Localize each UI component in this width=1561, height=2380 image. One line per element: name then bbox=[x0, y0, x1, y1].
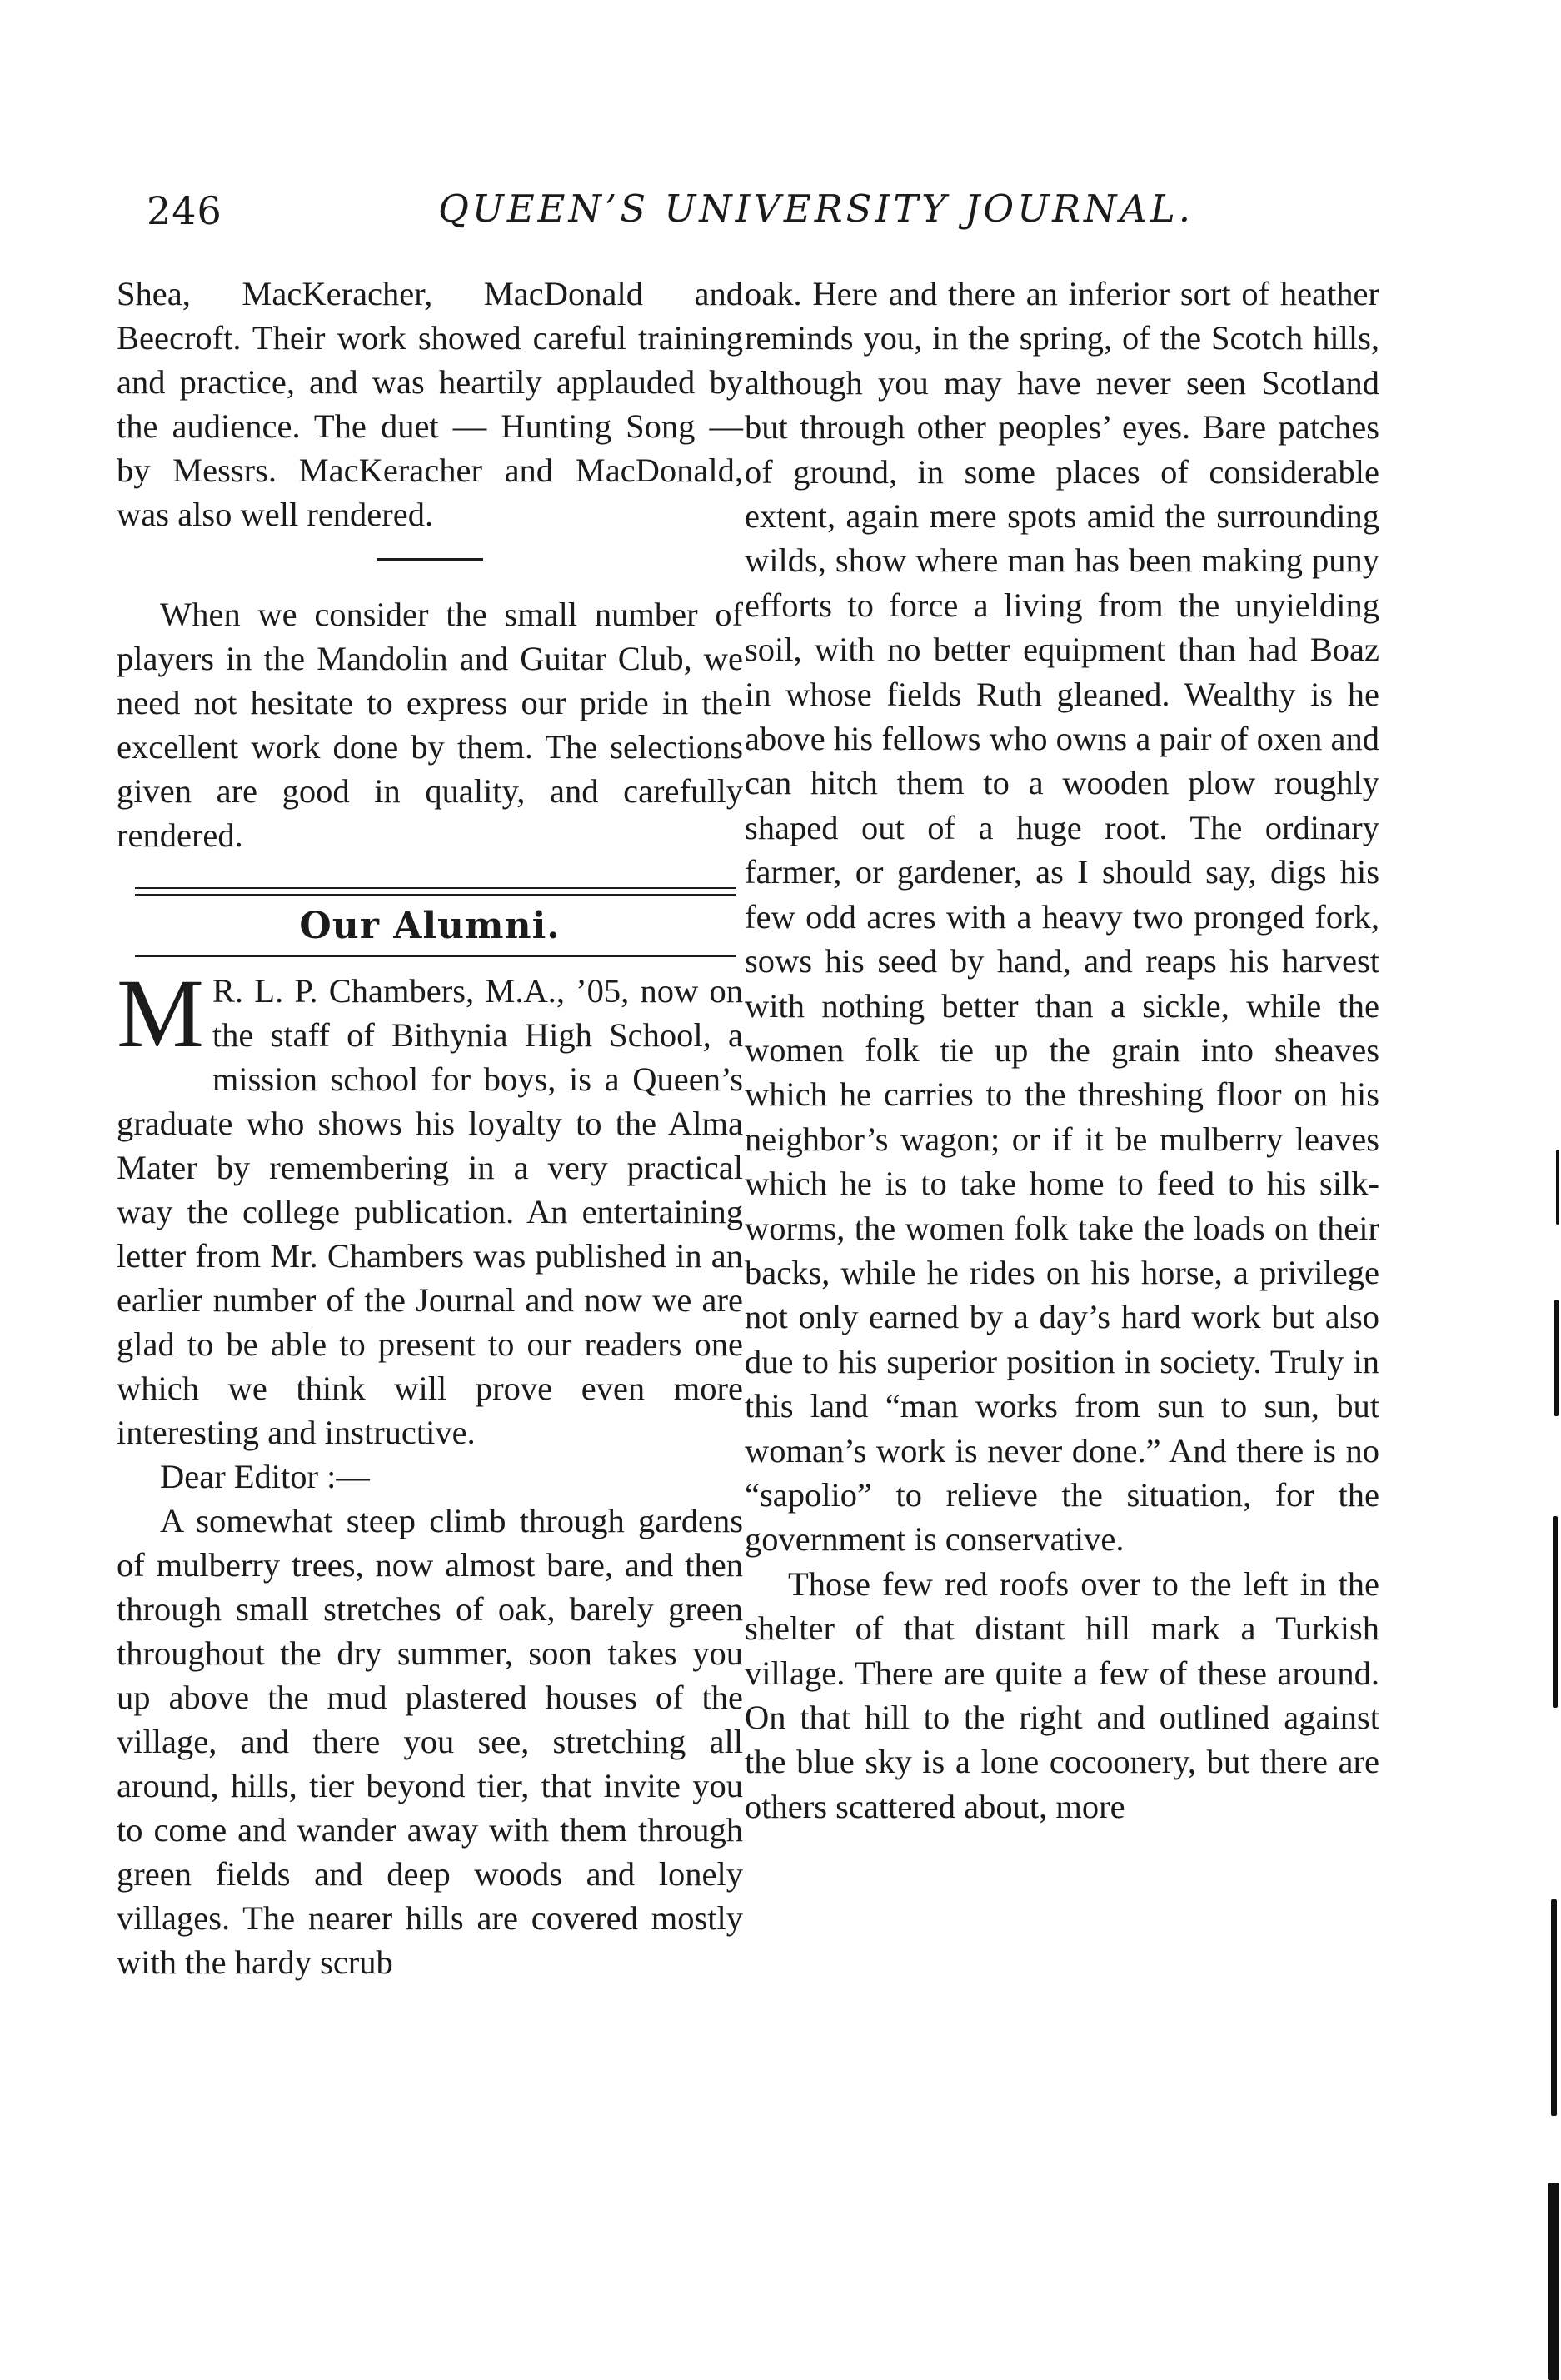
paragraph-mandolin-club: When we consider the small number of players in the Mandolin and Guitar Club, we need not hesitate to express our pride in the excellent work done by them. The selections given are good in quality, and carefully rendered. bbox=[117, 596, 743, 854]
paragraph-turkish-village: Those few red roofs over to the left in the shelter of that distant hill mark a Turkish village. There are quite a few of these around. On that hill to the right and outlined against the blue sky is a lone cocoonery, but there are others scattered about, more bbox=[745, 1564, 1379, 1825]
section-heading-block bbox=[117, 887, 743, 957]
right-column bbox=[745, 272, 1379, 1829]
drop-cap-letter: M bbox=[117, 959, 204, 1068]
paragraph-concert-continued: Shea, MacKeracher, MacDonald and Beecroft. Their work showed careful training and practice, and was heartily applauded by the audience. The duet — Hunting Song — by Messrs. MacKeracher and MacDonald, was also well rendered. bbox=[117, 275, 743, 533]
section-title: Our Alumni. bbox=[299, 905, 561, 947]
paragraph-alumni-text: R. L. P. Chambers, M.A., ’05, now on the staff of Bithynia High School, a mission school for boys, is a Queen’s graduate who shows his loyalty to the Alma Mater by remembering in a very practical way the college publication. An entertaining letter from Mr. Chambers was published in an earlier number of the Journal and now we are glad to be able to present to our readers one which we think will prove even more interesting and instructive. bbox=[117, 972, 743, 1451]
paragraph-letter-start: A somewhat steep climb through gardens of mulberry trees, now almost bare, and then through small stretches of oak, barely green throughout the dry summer, soon takes you up above the mud plastered houses of the village, and there you see, stretching all around, hills, tier beyond tier, that invite you to come and wander away with them through green fields and deep woods and lonely villages. The nearer hills are covered mostly with the hardy scrub bbox=[117, 1502, 743, 1981]
letter-salutation: Dear Editor :— bbox=[160, 1458, 370, 1495]
running-header bbox=[147, 182, 1379, 240]
double-rule bbox=[135, 887, 736, 896]
heading-underline bbox=[135, 955, 736, 957]
scan-edge-mark bbox=[1554, 1300, 1559, 1416]
left-column bbox=[117, 272, 743, 1984]
section-divider bbox=[377, 558, 483, 561]
paragraph-letter-continued: oak. Here and there an inferior sort of heather reminds you, in the spring, of the Scotch hills, although you may have never seen Scotland but through other peoples’ eyes. Bare patches of ground, in some places of considerable extent, again mere spots amid the surrounding wilds, show where man has been making puny efforts to force a living from the unyielding soil, with no better equipment than had Boaz in whose fields Ruth gleaned. Wealthy is he above his fellows who owns a pair of oxen and can hitch them to a wooden plow roughly shaped out of a huge root. The ordinary farmer, or gardener, as I should say, digs his few odd acres with a heavy two pronged fork, sows his seed by hand, and reaps his harvest with nothing better than a sickle, while the women folk tie up the grain into sheaves which he carries to the threshing floor on his neighbor’s wagon; or if it be mulberry leaves which he is to take home to feed to his silk-worms, the women folk take the loads on their backs, while he rides on his horse, a privilege not only earned by a day’s hard work but also due to his superior position in society. Truly in this land “man works from sun to sun, but woman’s work is never done.” And there is no “sapolio” to relieve the situation, for the government is conservative. bbox=[745, 275, 1379, 1559]
scan-edge-mark bbox=[1556, 1150, 1559, 1225]
scan-edge-mark bbox=[1553, 1516, 1558, 1708]
journal-title: QUEEN’S UNIVERSITY JOURNAL. bbox=[438, 187, 1194, 231]
scan-edge-mark bbox=[1551, 1899, 1557, 2116]
paragraph-alumni-intro bbox=[117, 959, 743, 1454]
page-number: 246 bbox=[147, 188, 222, 233]
scan-edge-mark bbox=[1548, 2183, 1559, 2380]
